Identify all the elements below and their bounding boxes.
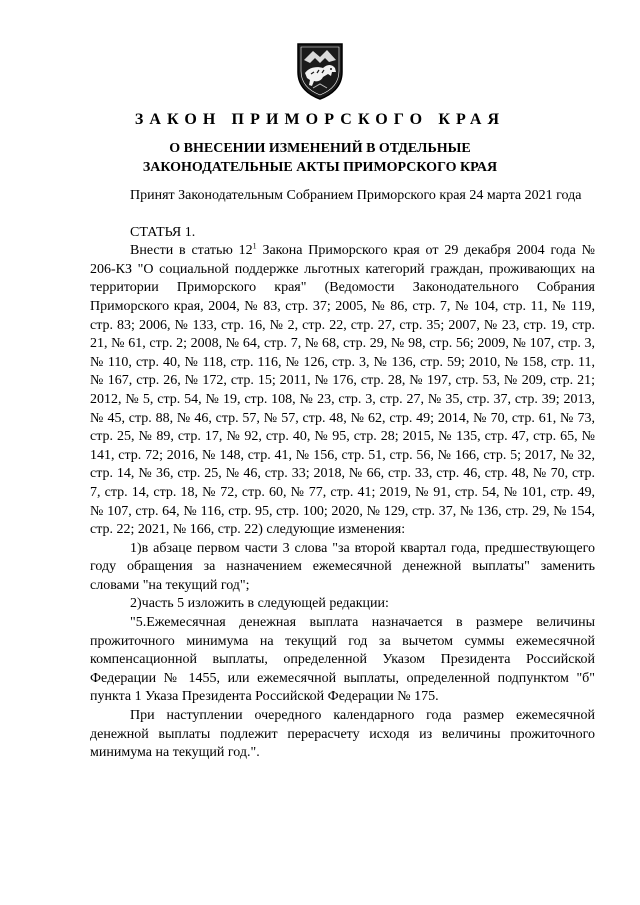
spacer xyxy=(90,206,595,224)
article-1-intro-rest: Закона Приморского края от 29 декабря 2004 года № 206-КЗ "О социальной поддержке льготных категорий граждан, проживающих на территории Приморского края" (Ведомости Законодательного Собрания Приморского края, 2004, № 83, стр. 37; 2005, № 86, стр. 7, № 104, стр. 11, № 119, стр. 83; 2006, № 133, стр. 16, № 2, стр. 22, стр. 27, стр. 35; 2007, № 23, стр. 19, стр. 21, № 61, стр. 2; 2008, № 64, стр. 7, № 68, стр. 29, № 98, стр. 56; 2009, № 107, стр. 3, № 110, стр. 40, № 118, стр. 116, № 126, стр. 3, № 136, стр. 59; 2010, № 158, стр. 11, № 167, стр. 26, № 172, стр. 15; 2011, № 176, стр. 28, № 197, стр. 53, № 209, стр. 21; 2012, № 5, стр. 54, № 19, стр. 108, № 23, стр. 3, стр. 27, № 35, стр. 37, стр. 39; 2013, № 45, стр. 88, № 46, стр. 57, № 57, стр. 48, № 62, стр. 49; 2014, № 70, стр. 61, № 73, стр. 25, № 89, стр. 17, № 92, стр. 40, № 95, стр. 28; 2015, № 135, стр. 47, стр. 65, № 141, стр. 72; 2016, № 148, стр. 41, № 156, стр. 51, стр. 56, № 166, стр. 5; 2017, № 32, стр. 14, № 36, стр. 25, № 46, стр. 33; 2018, № 66, стр. 33, стр. 46, стр. 48, № 70, стр. 7, стр. 14, стр. 18, № 72, стр. 60, № 77, стр. 41; 2019, № 91, стр. 54, № 101, стр. 49, № 107, стр. 64, № 116, стр. 95, стр. 100; 2020, № 129, стр. 37, № 136, стр. 29, № 154, стр. 22; 2021, № 166, стр. 22) следующие изменения: xyxy=(90,243,595,538)
law-body xyxy=(90,187,595,763)
adoption-statement: Принят Законодательным Собранием Приморского края 24 марта 2021 года xyxy=(130,188,582,203)
law-subtitle-line-2: ЗАКОНОДАТЕЛЬНЫЕ АКТЫ ПРИМОРСКОГО КРАЯ xyxy=(142,160,498,175)
amendment-item-2: 2)часть 5 изложить в следующей редакции: xyxy=(130,596,389,612)
new-wording-paragraph-2: При наступлении очередного календарного года размер ежемесячной денежной выплаты подлежит перерасчету исходя из величины прожиточного минимума на текущий год.". xyxy=(90,708,595,761)
amendment-item-1: 1)в абзаце первом части 3 слова "за второй квартал года, предшествующего году обращения за назначением ежемесячной денежной выплаты" заменить словами "на текущий год"; xyxy=(90,540,595,593)
coat-of-arms-icon xyxy=(295,42,345,100)
law-title: ЗАКОН ПРИМОРСКОГО КРАЯ xyxy=(134,111,506,128)
new-wording-paragraph-1: "5.Ежемесячная денежная выплата назначается в размере величины прожиточного минимума на текущий год за вычетом суммы ежемесячной компенсационной выплаты, определенной Указом Президента Российской Федерации № 1455, или ежемесячной выплаты, определенной подпунктом "б" пункта 1 Указа Президента Российской Федерации № 175. xyxy=(90,615,595,705)
article-heading: СТАТЬЯ 1. xyxy=(130,224,196,240)
article-1-intro-start: Внести в статью 12 xyxy=(130,243,253,259)
article-number-superscript: 1 xyxy=(252,241,257,251)
law-subtitle-line-1: О ВНЕСЕНИИ ИЗМЕНЕНИЙ В ОТДЕЛЬНЫЕ xyxy=(169,141,471,156)
article-1-intro xyxy=(90,242,595,540)
law-subtitle xyxy=(80,139,560,177)
